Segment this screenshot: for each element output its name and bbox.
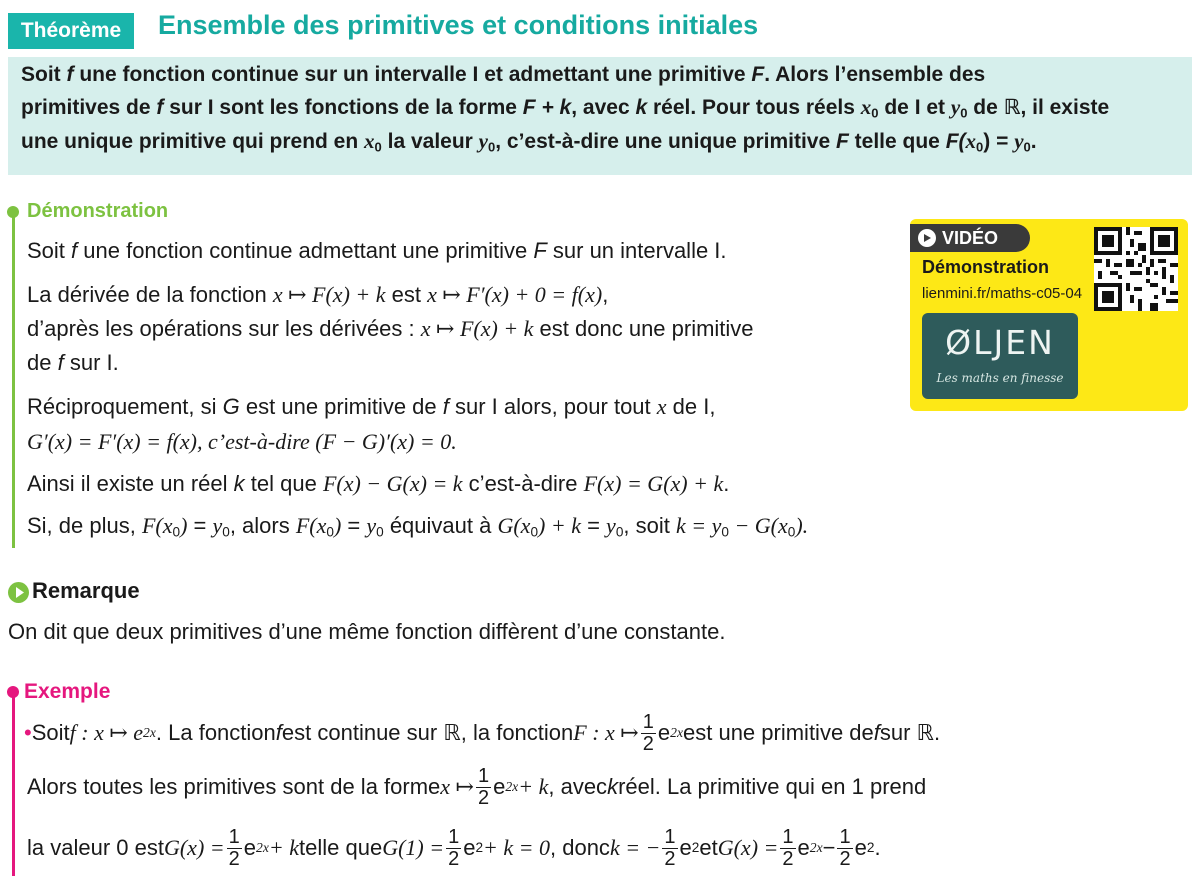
demo-line-5: Réciproquement, si G est une primitive de f sur I alors, pour tout x de I, — [27, 394, 716, 419]
video-subtitle: Démonstration — [922, 257, 1050, 277]
demo-line-8: Si, de plus, $F(x_0) = y_0$, alors $F(x_0) = y_0$ équivaut à $G(x_0) + k = y_0$, soit $k = y_0 - G(x_0)$. — [27, 513, 809, 540]
demo-line-1: Soit f une fonction continue admettant une primitive F sur un intervalle I. — [27, 238, 727, 263]
demo-line-6: G′(x) = F′(x) = f(x), c’est-à-dire (F − G)′(x) = 0. — [27, 429, 457, 454]
example-sidebar-line — [12, 690, 15, 876]
theorem-box — [8, 57, 1192, 175]
example-line-2: Alors toutes les primitives sont de la forme x ↦ $\frac{1}{2}$ e 2x + k , avec k réel. La primitive qui en 1 prend — [27, 764, 927, 809]
example-line-3: la valeur 0 est G(x) = $\frac{1}{2}$ e 2x + k telle que G(1) = $\frac{1}{2}$ e 2 + k = 0 , donc k = − $\frac{1}{2}$ e 2 et G(x) = $\frac{1}{2}$ e 2x − $\frac{1}{2}$ e 2 . — [27, 825, 881, 870]
remark-title: Remarque — [32, 578, 140, 603]
demo-sidebar-line — [12, 210, 15, 548]
theorem-line-3: une unique primitive qui prend en $x_0$ la valeur $y_0$, c’est-à-dire une unique primitive F telle que $F(x_0) = y_0$. — [21, 129, 1037, 155]
play-icon — [918, 229, 936, 247]
demo-line-2: La dérivée de la fonction x ↦ F(x) + k est x ↦ F′(x) + 0 = f(x), — [27, 282, 609, 307]
demo-bullet-dot — [7, 206, 19, 218]
demo-line-7: Ainsi il existe un réel k tel que F(x) − G(x) = k c’est-à-dire F(x) = G(x) + k. — [27, 471, 730, 496]
demo-line-4: de f sur I. — [27, 350, 119, 375]
demo-title: Démonstration — [27, 200, 169, 222]
oljen-logo — [922, 313, 1078, 399]
example-bullet-dot — [7, 686, 19, 698]
play-circle-icon — [8, 582, 29, 603]
qr-code-icon[interactable] — [1094, 227, 1178, 311]
remark-text: On dit que deux primitives d’une même fonction diffèrent d’une constante. — [8, 619, 726, 644]
oljen-logo-tagline: Les maths en finesse — [936, 371, 1064, 385]
video-label[interactable] — [910, 224, 1030, 252]
video-link[interactable]: lienmini.fr/maths-c05-04 — [922, 285, 1083, 302]
theorem-title: Ensemble des primitives et conditions initiales — [158, 10, 759, 40]
demo-line-3: d’après les opérations sur les dérivées : x ↦ F(x) + k est donc une primitive — [27, 316, 754, 341]
video-label-text: VIDÉO — [942, 227, 999, 248]
theorem-line-1: Soit f une fonction continue sur un intervalle I et admettant une primitive F. Alors l’ensemble des — [21, 63, 986, 86]
oljen-logo-text: ØLJEN — [945, 323, 1055, 362]
theorem-badge: Théorème — [8, 13, 134, 49]
example-title: Exemple — [24, 680, 111, 703]
theorem-line-2: primitives de f sur I sont les fonctions de la forme F + k, avec k réel. Pour tous réels $x_0$ de I et $y_0$ de ℝ, il existe — [21, 95, 1110, 121]
example-line-1: • Soit f : x ↦ e 2x . La fonction f est continue sur ℝ, la fonction F : x ↦ $\frac{1}{2}$ e 2x est une primitive de f sur ℝ. — [24, 710, 941, 755]
